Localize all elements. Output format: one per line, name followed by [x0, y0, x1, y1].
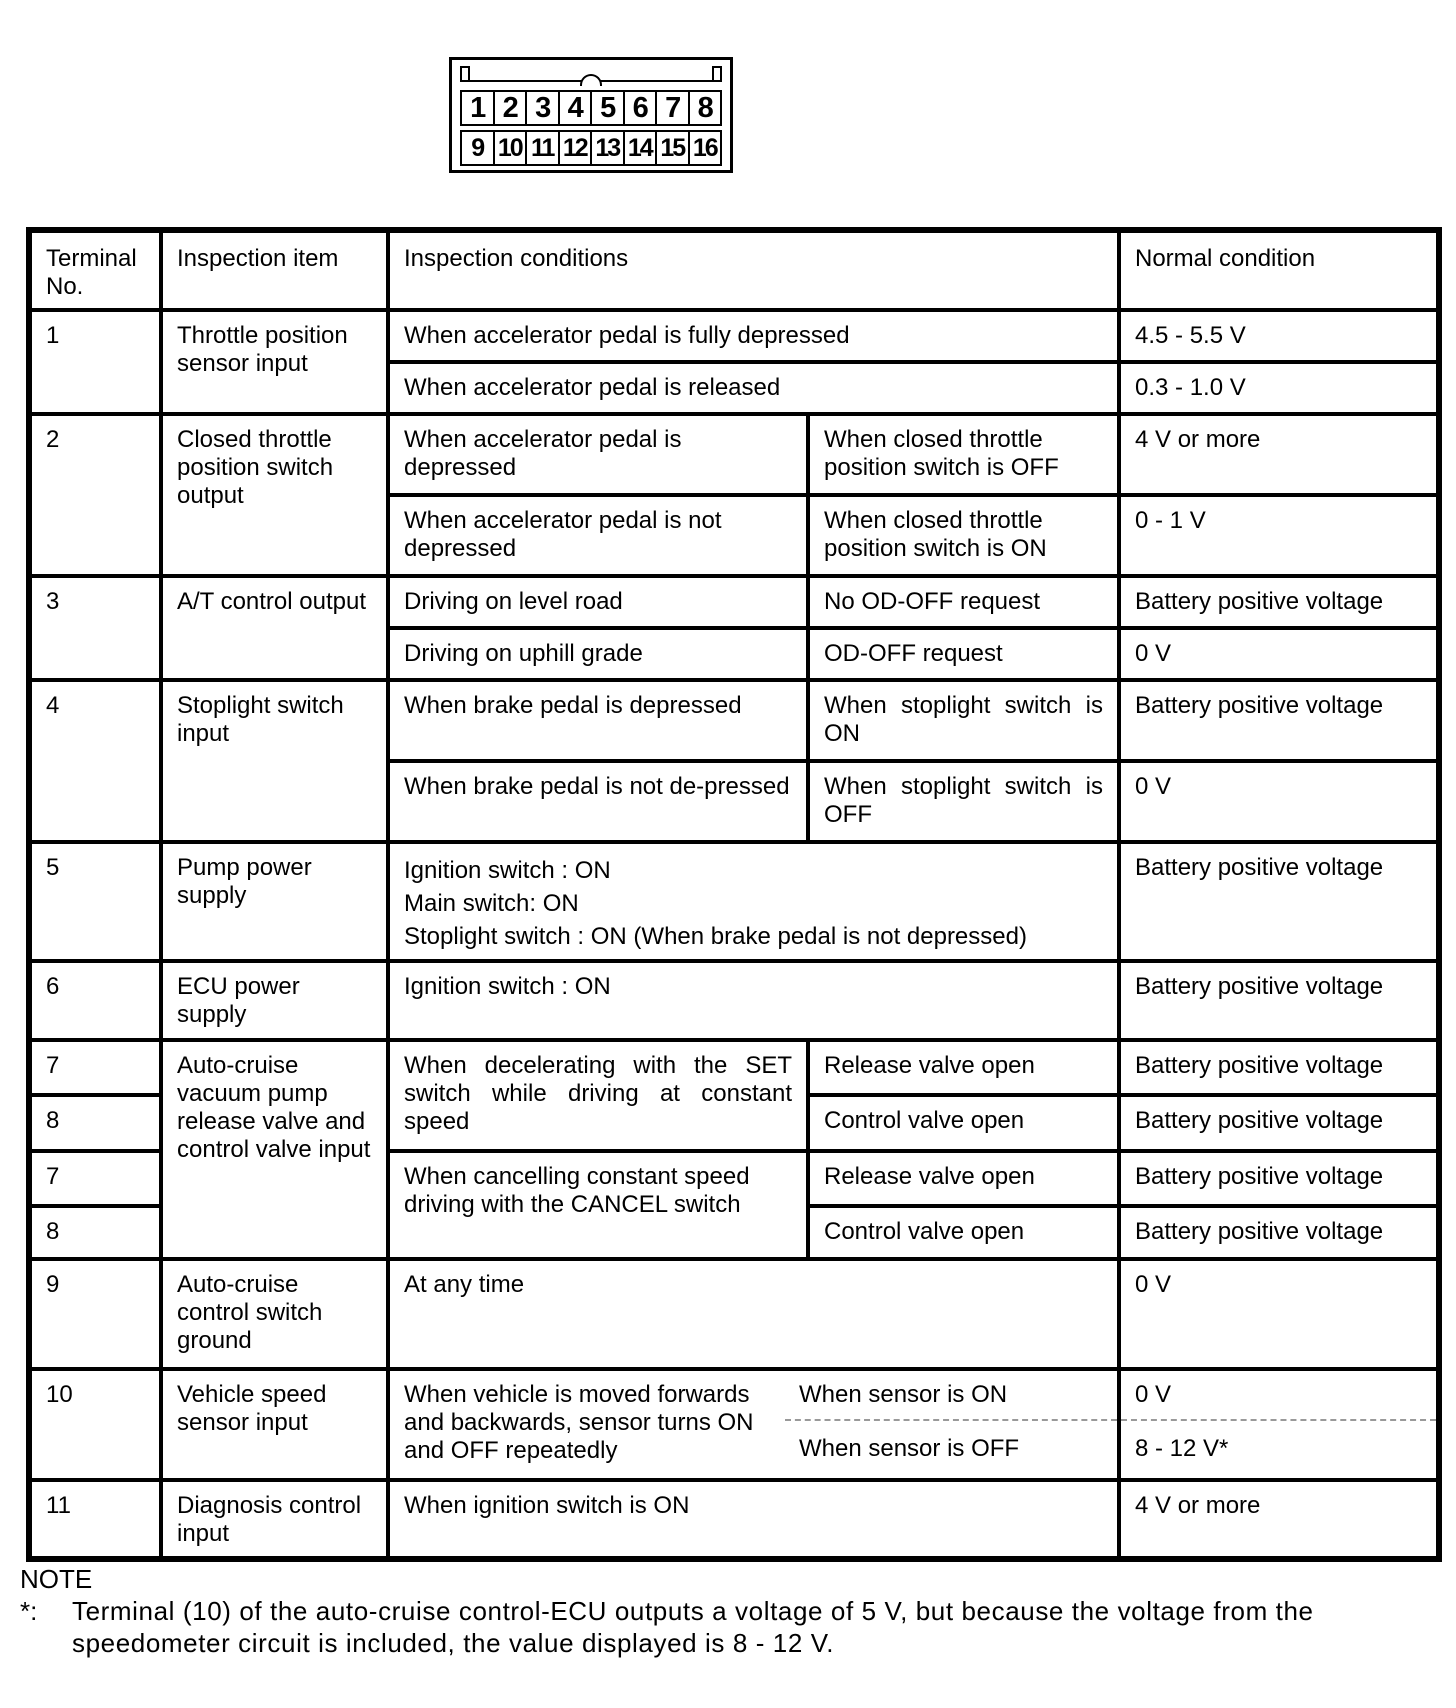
- normal-cell: 0 - 1 V: [1119, 495, 1439, 576]
- condition-line: Stoplight switch : ON (When brake pedal is not depressed): [404, 922, 1027, 950]
- terminal-cell: 8: [29, 1095, 161, 1150]
- normal-cell: Battery positive voltage: [1119, 576, 1439, 628]
- normal-cell: Battery positive voltage: [1119, 1206, 1439, 1258]
- connector-pins: [460, 90, 722, 170]
- normal-cell: 4.5 - 5.5 V: [1119, 310, 1439, 362]
- connector-pin: 8: [697, 91, 712, 124]
- table-row: [29, 961, 1439, 1040]
- condition-cell: [388, 842, 1119, 962]
- item-cell: Throttle position sensor input: [161, 310, 388, 415]
- item-cell: Closed throttle position switch output: [161, 414, 388, 575]
- item-cell: Pump power supply: [161, 842, 388, 962]
- note-marker: *:: [20, 1596, 38, 1626]
- state-cell: When closed throttle position switch is ON: [808, 495, 1119, 576]
- terminal-cell: 11: [29, 1480, 161, 1559]
- sensor-states: [785, 1371, 1117, 1478]
- table-row: [29, 1369, 1439, 1480]
- condition-line: Ignition switch : ON: [404, 856, 611, 884]
- connector-pin: 11: [527, 132, 560, 164]
- note-text: Terminal (10) of the auto-cruise control-ECU outputs a voltage of 5 V, but because the voltage from the speedometer circuit is included, the value displayed is 8 - 12 V.: [72, 1596, 1314, 1658]
- normal-line: 0 V: [1135, 1381, 1172, 1409]
- speed-sensor-conditions: [390, 1371, 1117, 1478]
- normal-cell: 0 V: [1119, 628, 1439, 680]
- connector-pin: 4: [560, 92, 593, 124]
- connector-pin: 7: [657, 92, 690, 124]
- connector-pin: 13: [592, 132, 625, 164]
- normal-cell: [1119, 1369, 1439, 1480]
- connector-pin: 6: [625, 92, 658, 124]
- table-row: [29, 1259, 1439, 1370]
- connector-pin: 9: [462, 132, 495, 164]
- state-cell: OD-OFF request: [808, 628, 1119, 680]
- state-line: When sensor is ON: [799, 1381, 1008, 1409]
- item-cell: A/T control output: [161, 576, 388, 681]
- table-row: [29, 414, 1439, 495]
- table-row: [29, 576, 1439, 628]
- connector-pin: 2: [495, 92, 528, 124]
- state-cell: Control valve open: [808, 1095, 1119, 1150]
- terminal-cell: 7: [29, 1151, 161, 1206]
- terminal-cell: 7: [29, 1040, 161, 1095]
- condition-cell: When ignition switch is ON: [388, 1480, 1119, 1559]
- condition-cell: When accelerator pedal is not depressed: [388, 495, 808, 576]
- item-cell: Auto-cruise control switch ground: [161, 1259, 388, 1370]
- state-cell: Release valve open: [808, 1151, 1119, 1206]
- normal-cell: Battery positive voltage: [1119, 1095, 1439, 1150]
- connector-pin: 14: [625, 132, 658, 164]
- condition-cell: When accelerator pedal is released: [388, 362, 1119, 414]
- connector-key: [580, 74, 602, 86]
- normal-cell: 0.3 - 1.0 V: [1119, 362, 1439, 414]
- table-row: [29, 1040, 1439, 1095]
- normal-cell: 4 V or more: [1119, 414, 1439, 495]
- condition-cell: When accelerator pedal is depressed: [388, 414, 808, 495]
- normal-cell: 4 V or more: [1119, 1480, 1439, 1559]
- terminal-cell: 5: [29, 842, 161, 962]
- normal-cell: Battery positive voltage: [1119, 961, 1439, 1040]
- normal-line: 8 - 12 V*: [1121, 1419, 1436, 1463]
- normal-cell: Battery positive voltage: [1119, 1040, 1439, 1095]
- table-header-row: [29, 230, 1439, 310]
- state-cell: Control valve open: [808, 1206, 1119, 1258]
- connector-diagram: [449, 57, 733, 173]
- condition-cell: [388, 1369, 1119, 1480]
- table-row: [29, 310, 1439, 362]
- terminal-cell: 6: [29, 961, 161, 1040]
- condition-text: When vehicle is moved forwards and backwards, sensor turns ON and OFF repeatedly: [404, 1381, 754, 1465]
- item-cell: Stoplight switch input: [161, 680, 388, 841]
- table-row: [29, 1480, 1439, 1559]
- header-conditions: Inspection conditions: [388, 230, 1119, 310]
- condition-cell: When decelerating with the SET switch while driving at constant speed: [388, 1040, 808, 1151]
- connector-pin: 5: [592, 92, 625, 124]
- condition-cell: When brake pedal is depressed: [388, 680, 808, 761]
- condition-cell: When accelerator pedal is fully depressed: [388, 310, 1119, 362]
- connector-pin-row-bottom: [460, 130, 722, 166]
- terminal-cell: 9: [29, 1259, 161, 1370]
- state-cell: When closed throttle position switch is OFF: [808, 414, 1119, 495]
- header-item: Inspection item: [161, 230, 388, 310]
- terminal-cell: 8: [29, 1206, 161, 1258]
- table-row: [29, 842, 1439, 962]
- normal-cell: 0 V: [1119, 761, 1439, 842]
- header-terminal: Terminal No.: [29, 230, 161, 310]
- condition-cell: Ignition switch : ON: [388, 961, 1119, 1040]
- note-label: NOTE: [20, 1564, 93, 1594]
- normal-cell: Battery positive voltage: [1119, 1151, 1439, 1206]
- header-normal: Normal condition: [1119, 230, 1439, 310]
- connector-pin: 16: [692, 133, 717, 162]
- item-cell: Vehicle speed sensor input: [161, 1369, 388, 1480]
- condition-cell: At any time: [388, 1259, 1119, 1370]
- state-cell: No OD-OFF request: [808, 576, 1119, 628]
- connector-pin-row-top: [460, 90, 722, 126]
- normal-cell: Battery positive voltage: [1119, 680, 1439, 761]
- connector-pin: 15: [657, 132, 690, 164]
- connector-pin: 10: [495, 132, 528, 164]
- footnote: [20, 1563, 1430, 1659]
- terminal-cell: 10: [29, 1369, 161, 1480]
- normal-cell: 0 V: [1119, 1259, 1439, 1370]
- condition-cell: When cancelling constant speed driving with the CANCEL switch: [388, 1151, 808, 1259]
- condition-cell: Driving on level road: [388, 576, 808, 628]
- terminal-cell: 3: [29, 576, 161, 681]
- state-cell: When stoplight switch is OFF: [808, 761, 1119, 842]
- state-cell: Release valve open: [808, 1040, 1119, 1095]
- connector-pin: 3: [527, 92, 560, 124]
- condition-cell: When brake pedal is not de-pressed: [388, 761, 808, 842]
- item-cell: Auto-cruise vacuum pump release valve and control valve input: [161, 1040, 388, 1259]
- inspection-table: [26, 227, 1442, 1562]
- item-cell: Diagnosis control input: [161, 1480, 388, 1559]
- condition-line: Main switch: ON: [404, 889, 579, 917]
- terminal-cell: 4: [29, 680, 161, 841]
- connector-pin: 12: [560, 132, 593, 164]
- connector-pin: 1: [462, 92, 495, 124]
- item-cell: ECU power supply: [161, 961, 388, 1040]
- state-cell: When stoplight switch is ON: [808, 680, 1119, 761]
- condition-cell: Driving on uphill grade: [388, 628, 808, 680]
- terminal-cell: 2: [29, 414, 161, 575]
- note-row: [20, 1595, 1430, 1659]
- state-line: When sensor is OFF: [785, 1419, 1117, 1463]
- normal-cell: Battery positive voltage: [1119, 842, 1439, 962]
- table-row: [29, 680, 1439, 761]
- terminal-cell: 1: [29, 310, 161, 415]
